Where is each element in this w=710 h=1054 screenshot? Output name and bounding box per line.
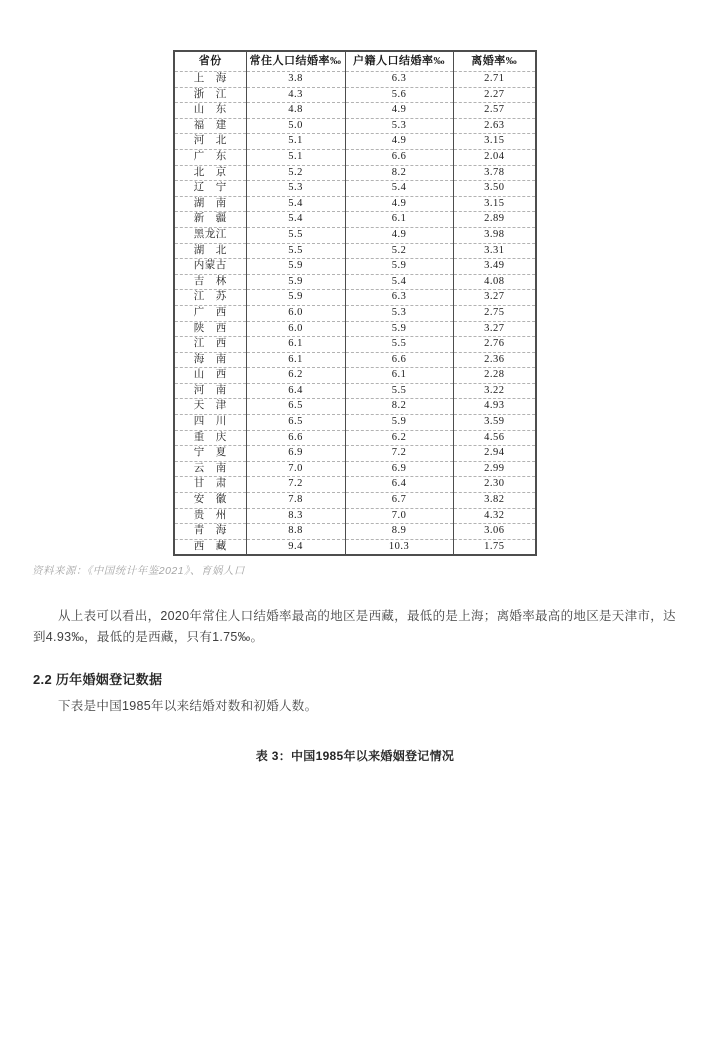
- divorce-rate-cell: 2.36: [453, 352, 536, 368]
- table-row: [174, 446, 536, 462]
- table-row: [174, 181, 536, 197]
- table-row: [174, 72, 536, 88]
- table-row: [174, 103, 536, 119]
- province-cell: 湖 南: [174, 196, 246, 212]
- province-cell: 山 东: [174, 103, 246, 119]
- resident-rate-cell: 5.0: [246, 118, 345, 134]
- table-row: [174, 274, 536, 290]
- divorce-rate-cell: 2.99: [453, 461, 536, 477]
- divorce-rate-cell: 2.27: [453, 87, 536, 103]
- province-cell: 广 东: [174, 149, 246, 165]
- table-row: [174, 321, 536, 337]
- province-cell: 西 藏: [174, 539, 246, 555]
- divorce-rate-cell: 3.49: [453, 259, 536, 275]
- divorce-rate-cell: 3.50: [453, 181, 536, 197]
- province-cell: 云 南: [174, 461, 246, 477]
- divorce-rate-cell: 4.08: [453, 274, 536, 290]
- divorce-rate-cell: 3.98: [453, 227, 536, 243]
- province-cell: 安 徽: [174, 493, 246, 509]
- divorce-rate-cell: 2.89: [453, 212, 536, 228]
- divorce-rate-cell: 3.27: [453, 290, 536, 306]
- resident-rate-cell: 7.0: [246, 461, 345, 477]
- divorce-rate-cell: 2.04: [453, 149, 536, 165]
- resident-rate-cell: 8.8: [246, 524, 345, 540]
- resident-rate-cell: 6.6: [246, 430, 345, 446]
- analysis-paragraph: 从上表可以看出，2020年常住人口结婚率最高的地区是西藏，最低的是上海；离婚率最高的地区是天津市，达到4.93‰，最低的是西藏，只有1.75‰。: [33, 609, 676, 645]
- table-row: [174, 196, 536, 212]
- header-cell-resident-marriage-rate: 常住人口结婚率‰: [246, 51, 345, 72]
- divorce-rate-cell: 2.75: [453, 305, 536, 321]
- resident-rate-cell: 7.8: [246, 493, 345, 509]
- province-cell: 黑龙江: [174, 227, 246, 243]
- divorce-rate-cell: 3.27: [453, 321, 536, 337]
- table-row: [174, 524, 536, 540]
- resident-rate-cell: 3.8: [246, 72, 345, 88]
- province-cell: 宁 夏: [174, 446, 246, 462]
- resident-rate-cell: 9.4: [246, 539, 345, 555]
- household-rate-cell: 6.7: [345, 493, 453, 509]
- table-header-row: [174, 51, 536, 72]
- resident-rate-cell: 5.9: [246, 259, 345, 275]
- household-rate-cell: 4.9: [345, 227, 453, 243]
- table-row: [174, 399, 536, 415]
- province-cell: 上 海: [174, 72, 246, 88]
- divorce-rate-cell: 2.76: [453, 337, 536, 353]
- table-row: [174, 212, 536, 228]
- table-row: [174, 461, 536, 477]
- province-cell: 湖 北: [174, 243, 246, 259]
- resident-rate-cell: 6.5: [246, 415, 345, 431]
- household-rate-cell: 5.5: [345, 383, 453, 399]
- divorce-rate-cell: 1.75: [453, 539, 536, 555]
- table-row: [174, 290, 536, 306]
- province-cell: 甘 肃: [174, 477, 246, 493]
- table-row: [174, 87, 536, 103]
- province-cell: 贵 州: [174, 508, 246, 524]
- household-rate-cell: 5.6: [345, 87, 453, 103]
- household-rate-cell: 5.4: [345, 274, 453, 290]
- table-row: [174, 134, 536, 150]
- table-row: [174, 352, 536, 368]
- household-rate-cell: 4.9: [345, 103, 453, 119]
- divorce-rate-cell: 3.15: [453, 196, 536, 212]
- divorce-rate-cell: 2.63: [453, 118, 536, 134]
- table-row: [174, 227, 536, 243]
- divorce-rate-cell: 2.94: [453, 446, 536, 462]
- resident-rate-cell: 6.9: [246, 446, 345, 462]
- household-rate-cell: 6.6: [345, 352, 453, 368]
- household-rate-cell: 5.9: [345, 321, 453, 337]
- province-cell: 海 南: [174, 352, 246, 368]
- divorce-rate-cell: 2.28: [453, 368, 536, 384]
- resident-rate-cell: 8.3: [246, 508, 345, 524]
- province-cell: 吉 林: [174, 274, 246, 290]
- resident-rate-cell: 5.9: [246, 274, 345, 290]
- household-rate-cell: 5.5: [345, 337, 453, 353]
- document-page: [0, 50, 710, 1054]
- household-rate-cell: 6.6: [345, 149, 453, 165]
- province-cell: 四 川: [174, 415, 246, 431]
- table3-caption: 表 3：中国1985年以来婚姻登记情况: [255, 749, 455, 764]
- household-rate-cell: 4.9: [345, 134, 453, 150]
- household-rate-cell: 10.3: [345, 539, 453, 555]
- resident-rate-cell: 6.0: [246, 321, 345, 337]
- household-rate-cell: 6.1: [345, 368, 453, 384]
- table-row: [174, 508, 536, 524]
- resident-rate-cell: 6.1: [246, 352, 345, 368]
- province-cell: 浙 江: [174, 87, 246, 103]
- household-rate-cell: 7.0: [345, 508, 453, 524]
- resident-rate-cell: 4.3: [246, 87, 345, 103]
- divorce-rate-cell: 2.30: [453, 477, 536, 493]
- table-row: [174, 305, 536, 321]
- resident-rate-cell: 6.1: [246, 337, 345, 353]
- household-rate-cell: 5.3: [345, 305, 453, 321]
- header-cell-household-marriage-rate: 户籍人口结婚率‰: [345, 51, 453, 72]
- resident-rate-cell: 7.2: [246, 477, 345, 493]
- resident-rate-cell: 5.4: [246, 196, 345, 212]
- resident-rate-cell: 6.4: [246, 383, 345, 399]
- province-cell: 辽 宁: [174, 181, 246, 197]
- province-cell: 江 西: [174, 337, 246, 353]
- table-row: [174, 149, 536, 165]
- province-cell: 福 建: [174, 118, 246, 134]
- household-rate-cell: 4.9: [345, 196, 453, 212]
- household-rate-cell: 6.4: [345, 477, 453, 493]
- household-rate-cell: 7.2: [345, 446, 453, 462]
- divorce-rate-cell: 3.22: [453, 383, 536, 399]
- household-rate-cell: 6.3: [345, 72, 453, 88]
- province-cell: 山 西: [174, 368, 246, 384]
- table-row: [174, 259, 536, 275]
- table-row: [174, 243, 536, 259]
- divorce-rate-cell: 3.31: [453, 243, 536, 259]
- divorce-rate-cell: 2.57: [453, 103, 536, 119]
- province-cell: 河 北: [174, 134, 246, 150]
- table-row: [174, 493, 536, 509]
- household-rate-cell: 6.3: [345, 290, 453, 306]
- resident-rate-cell: 4.8: [246, 103, 345, 119]
- household-rate-cell: 6.9: [345, 461, 453, 477]
- header-cell-province: 省份: [198, 55, 222, 67]
- household-rate-cell: 8.2: [345, 399, 453, 415]
- section-intro-text: 下表是中国1985年以来结婚对数和初婚人数。: [58, 699, 318, 714]
- household-rate-cell: 6.2: [345, 430, 453, 446]
- table-row: [174, 539, 536, 555]
- household-rate-cell: 5.2: [345, 243, 453, 259]
- province-cell: 北 京: [174, 165, 246, 181]
- resident-rate-cell: 6.2: [246, 368, 345, 384]
- resident-rate-cell: 6.5: [246, 399, 345, 415]
- province-marriage-rate-table: [173, 50, 537, 556]
- province-cell: 重 庆: [174, 430, 246, 446]
- divorce-rate-cell: 3.06: [453, 524, 536, 540]
- resident-rate-cell: 6.0: [246, 305, 345, 321]
- table-row: [174, 430, 536, 446]
- table-body: [174, 72, 536, 556]
- household-rate-cell: 6.1: [345, 212, 453, 228]
- province-cell: 江 苏: [174, 290, 246, 306]
- resident-rate-cell: 5.5: [246, 243, 345, 259]
- province-cell: 青 海: [174, 524, 246, 540]
- province-cell: 天 津: [174, 399, 246, 415]
- table-row: [174, 337, 536, 353]
- divorce-rate-cell: 4.93: [453, 399, 536, 415]
- province-cell: 陕 西: [174, 321, 246, 337]
- divorce-rate-cell: 3.78: [453, 165, 536, 181]
- section-heading: 2.2 历年婚姻登记数据: [33, 672, 163, 688]
- province-cell: 新 疆: [174, 212, 246, 228]
- table-row: [174, 383, 536, 399]
- resident-rate-cell: 5.3: [246, 181, 345, 197]
- resident-rate-cell: 5.9: [246, 290, 345, 306]
- province-cell: 河 南: [174, 383, 246, 399]
- household-rate-cell: 5.9: [345, 259, 453, 275]
- province-cell: 内蒙古: [174, 259, 246, 275]
- table-row: [174, 165, 536, 181]
- divorce-rate-cell: 3.15: [453, 134, 536, 150]
- resident-rate-cell: 5.1: [246, 134, 345, 150]
- table-row: [174, 368, 536, 384]
- household-rate-cell: 5.9: [345, 415, 453, 431]
- resident-rate-cell: 5.5: [246, 227, 345, 243]
- divorce-rate-cell: 4.32: [453, 508, 536, 524]
- header-cell-divorce-rate: 离婚率‰: [453, 51, 536, 72]
- table-row: [174, 477, 536, 493]
- divorce-rate-cell: 3.82: [453, 493, 536, 509]
- resident-rate-cell: 5.2: [246, 165, 345, 181]
- resident-rate-cell: 5.4: [246, 212, 345, 228]
- household-rate-cell: 8.2: [345, 165, 453, 181]
- table-row: [174, 118, 536, 134]
- province-cell: 广 西: [174, 305, 246, 321]
- divorce-rate-cell: 3.59: [453, 415, 536, 431]
- resident-rate-cell: 5.1: [246, 149, 345, 165]
- divorce-rate-cell: 2.71: [453, 72, 536, 88]
- household-rate-cell: 5.3: [345, 118, 453, 134]
- household-rate-cell: 5.4: [345, 181, 453, 197]
- household-rate-cell: 8.9: [345, 524, 453, 540]
- table-row: [174, 415, 536, 431]
- source-note: 资料来源：《中国统计年鉴2021》、育娲人口: [32, 565, 245, 578]
- divorce-rate-cell: 4.56: [453, 430, 536, 446]
